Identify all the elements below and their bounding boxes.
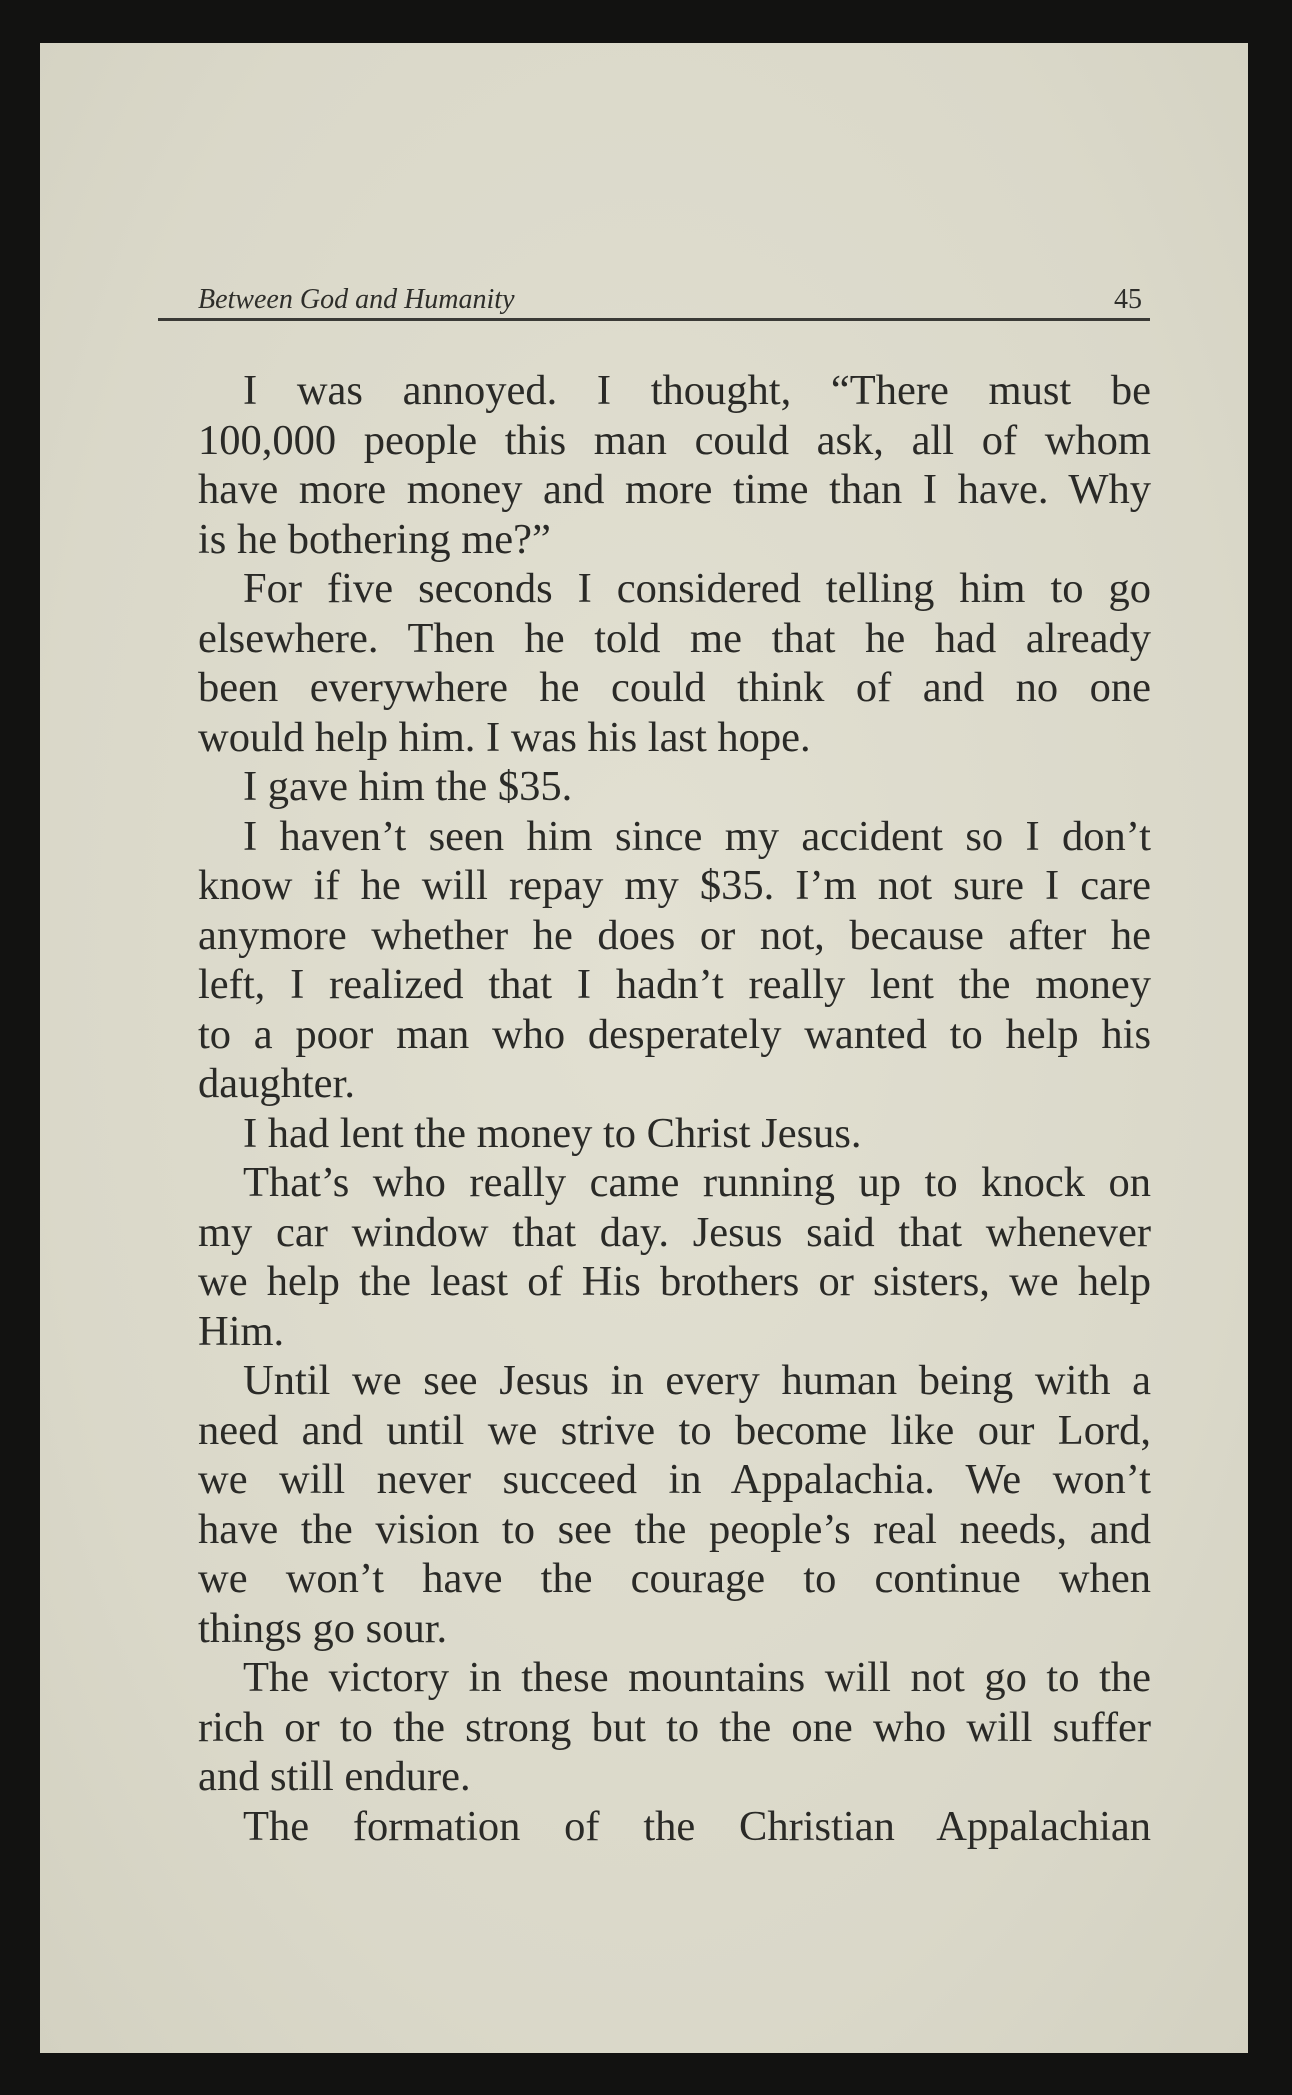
text-line: and still endure. <box>198 1753 471 1800</box>
text-line: For five seconds I considered telling him to go <box>243 565 1151 612</box>
text-line: anymore whether he does or not, because after he <box>198 911 1151 959</box>
paragraph <box>198 1158 1151 1356</box>
body-text <box>198 366 1151 1851</box>
text-line: I gave him the $35. <box>243 763 573 810</box>
text-line: I had lent the money to Christ Jesus. <box>243 1109 862 1157</box>
text-line: we won’t have the courage to continue when <box>198 1555 1151 1602</box>
paragraph <box>198 564 1151 762</box>
text-line: That’s who really came running up to knock on <box>243 1159 1151 1206</box>
text-line: Him. <box>198 1307 285 1355</box>
paragraph <box>198 812 1151 1109</box>
text-line: The formation of the Christian Appalachian <box>243 1802 1151 1850</box>
paragraph <box>198 1653 1151 1802</box>
paragraph <box>198 1109 1151 1159</box>
paragraph <box>198 1356 1151 1653</box>
text-line: my car window that day. Jesus said that whenever <box>198 1208 1151 1256</box>
text-line: is he bothering me?” <box>198 515 551 563</box>
text-line: 100,000 people this man could ask, all of whom <box>198 416 1151 464</box>
paragraph <box>198 1802 1151 1852</box>
text-line: left, I realized that I hadn’t really lent the money <box>198 961 1151 1008</box>
text-line: elsewhere. Then he told me that he had already <box>198 614 1151 662</box>
paragraph <box>198 762 1151 812</box>
page-number: 45 <box>1114 284 1142 315</box>
text-line: need and until we strive to become like our Lord, <box>198 1406 1151 1454</box>
paragraph <box>198 366 1151 564</box>
text-line: The victory in these mountains will not go to the <box>243 1654 1151 1701</box>
running-header <box>158 276 1150 321</box>
text-line: would help him. I was his last hope. <box>198 713 811 761</box>
text-line: we help the least of His brothers or sisters, we help <box>198 1258 1151 1305</box>
text-line: been everywhere he could think of and no one <box>198 664 1151 711</box>
text-line: things go sour. <box>198 1604 448 1652</box>
text-line: daughter. <box>198 1060 355 1107</box>
text-line: rich or to the strong but to the one who will suffer <box>198 1703 1151 1751</box>
text-line: Until we see Jesus in every human being with a <box>243 1357 1151 1404</box>
text-line: have more money and more time than I have. Why <box>198 466 1151 513</box>
running-header-title: Between God and Humanity <box>198 284 515 315</box>
text-line: I haven’t seen him since my accident so I don’t <box>243 812 1151 860</box>
text-line: to a poor man who desperately wanted to help his <box>198 1010 1151 1058</box>
text-line: know if he will repay my $35. I’m not sure I care <box>198 862 1151 909</box>
text-line: I was annoyed. I thought, “There must be <box>243 367 1151 414</box>
text-line: have the vision to see the people’s real needs, and <box>198 1505 1151 1553</box>
text-line: we will never succeed in Appalachia. We won’t <box>198 1456 1151 1503</box>
